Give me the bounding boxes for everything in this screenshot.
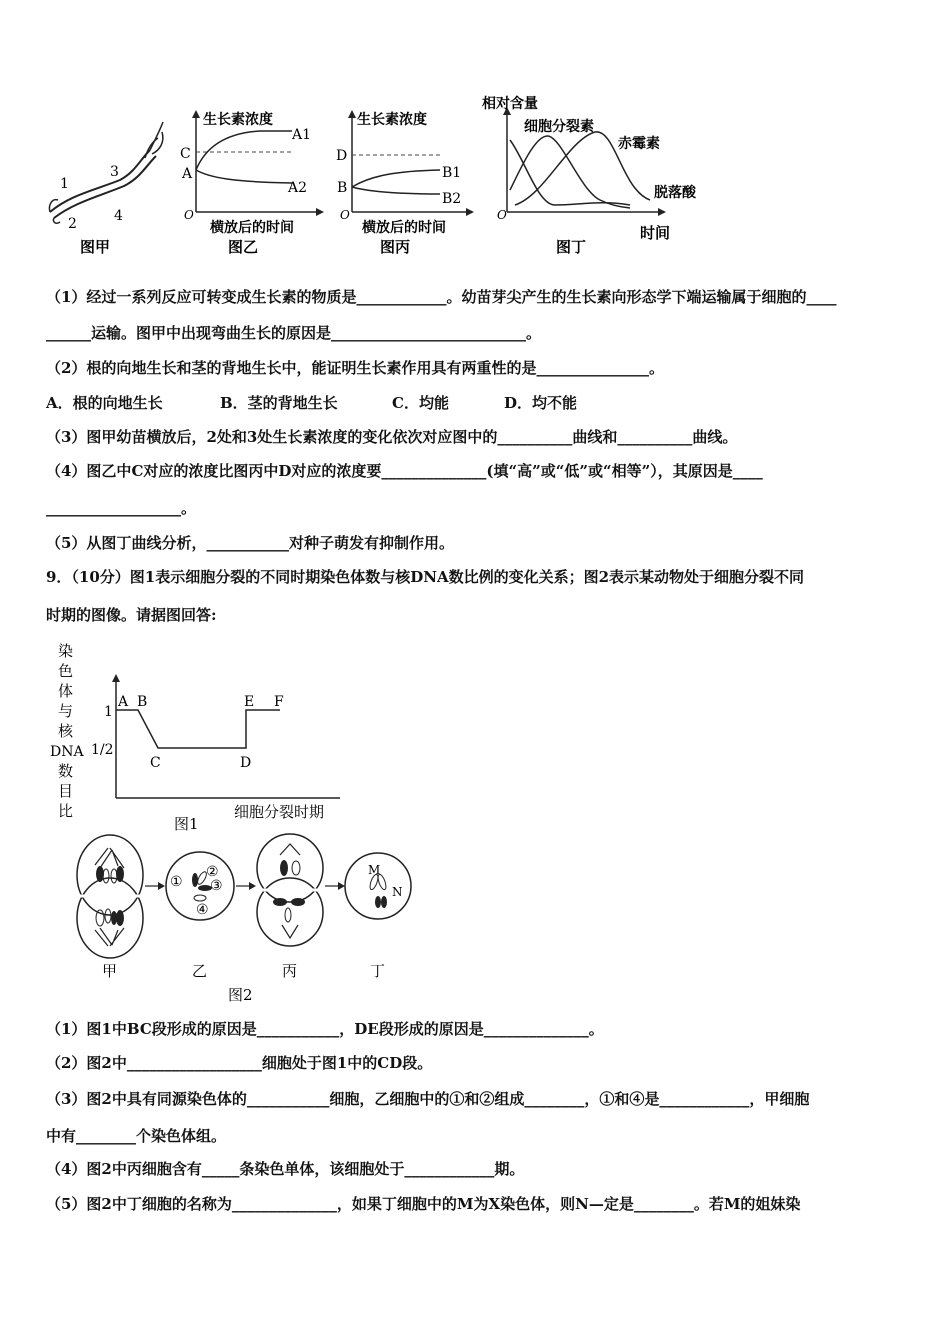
- bing-mark-d: D: [336, 148, 348, 164]
- figure-yi-chart: [180, 110, 324, 256]
- cell-jia: [77, 835, 143, 980]
- fig1-point-f: F: [274, 694, 284, 710]
- q9-figures: [0, 640, 950, 1004]
- fig1-ytick-1: 1: [104, 704, 113, 720]
- fig1-point-d: D: [240, 755, 252, 771]
- fig1-ylabel-char-4: 与: [58, 702, 74, 720]
- bing-origin: O: [340, 208, 350, 222]
- q9-part3-line2: 中有________个染色体组。: [46, 1127, 227, 1145]
- q8-option-b: B．茎的背地生长: [220, 394, 338, 412]
- yi-mark-1: ①: [170, 874, 183, 890]
- bing-caption: 图丙: [380, 238, 411, 256]
- bing-xlabel: 横放后的时间: [362, 220, 446, 236]
- bing-curve-b1: [352, 170, 440, 187]
- yi-curve-a2: [196, 170, 292, 183]
- jia-label-4: 4: [114, 208, 123, 224]
- yi-xlabel: 横放后的时间: [210, 220, 294, 236]
- ding-xlabel: 时间: [640, 224, 671, 242]
- ding-curve-abscisic: [510, 140, 630, 205]
- q8-part1-line1: （1）经过一系列反应可转变成生长素的物质是____________。幼苗芽尖产生的生长素向形态学下端运输属于细胞的____: [46, 288, 837, 306]
- cell-bing: [257, 834, 323, 980]
- yi-mark-2: ②: [206, 864, 219, 880]
- fig1-caption: 图1: [174, 815, 199, 833]
- yi-ylabel: 生长素浓度: [203, 112, 273, 128]
- q8-part1-line2: ______运输。图甲中出现弯曲生长的原因是__________________________。: [46, 324, 542, 342]
- fig1-ylabel-char-9: 比: [58, 802, 74, 820]
- cell-yi-label: 乙: [192, 962, 208, 980]
- ding-curve-label-abscisic: 脱落酸: [654, 185, 696, 201]
- cell-bing-label: 丙: [282, 962, 298, 980]
- q9-intro-line1: 9．（10分）图1表示细胞分裂的不同时期染色体数与核DNA数比例的变化关系；图2表示某动物处于细胞分裂不同: [46, 568, 805, 586]
- fig1-point-a: A: [118, 694, 129, 710]
- q9-figure2: [77, 834, 411, 1004]
- yi-origin: O: [184, 208, 194, 222]
- fig1-line: [116, 710, 280, 748]
- ding-ylabel: 相对含量: [482, 96, 538, 112]
- q8-part4-line1: （4）图乙中C对应的浓度比图丙中D对应的浓度要______________(填“高”或“低”或“相等”），其原因是____: [46, 462, 763, 480]
- fig1-ylabel-char-2: 色: [58, 662, 74, 680]
- bing-curve-b2: [352, 187, 440, 194]
- fig1-ytick-half: 1/2: [91, 742, 114, 758]
- yi-mark-4: ④: [196, 902, 209, 918]
- fig1-xlabel: 细胞分裂时期: [234, 803, 325, 821]
- fig1-ylabel-char-1: 染: [58, 642, 74, 660]
- q8-part2: （2）根的向地生长和茎的背地生长中，能证明生长素作用具有两重性的是_______________。: [46, 359, 664, 377]
- cell-ding-label: 丁: [370, 962, 386, 980]
- yi-curve-label-a2: A2: [288, 180, 308, 196]
- q9-part4: （4）图2中丙细胞含有_____条染色单体，该细胞处于____________期。: [46, 1160, 525, 1178]
- cell-jia-label: 甲: [102, 962, 118, 980]
- q8-option-c: C．均能: [392, 394, 449, 412]
- fig1-point-b: B: [137, 694, 148, 710]
- fig1-point-c: C: [150, 755, 161, 771]
- yi-mark-c: C: [180, 146, 191, 162]
- jia-caption: 图甲: [80, 238, 111, 256]
- fig1-ylabel-char-6: DNA: [50, 744, 84, 760]
- jia-label-1: 1: [60, 176, 69, 192]
- q9-part3-line1: （3）图2中具有同源染色体的___________细胞，乙细胞中的①和②组成________，①和④是____________，甲细胞: [46, 1090, 810, 1108]
- yi-caption: 图乙: [228, 238, 259, 256]
- cell-ding: [345, 853, 411, 980]
- q9-part5: （5）图2中丁细胞的名称为______________，如果丁细胞中的M为X染色体，则N—定是________。若M的姐妹染: [46, 1195, 801, 1213]
- q9-figure1-chart: [50, 642, 340, 833]
- top-figures: [0, 0, 950, 270]
- q9-part2: （2）图2中__________________细胞处于图1中的CD段。: [46, 1054, 433, 1072]
- q8-option-a: A．根的向地生长: [46, 394, 163, 412]
- yi-curve-a1: [196, 131, 292, 170]
- bing-ylabel: 生长素浓度: [357, 112, 427, 128]
- ding-mark-n: N: [392, 885, 403, 899]
- cell-yi: [166, 852, 234, 980]
- fig1-ylabel-char-3: 体: [58, 682, 74, 700]
- jia-label-3: 3: [110, 164, 119, 180]
- bing-curve-label-b1: B1: [442, 165, 462, 181]
- fig1-point-e: E: [244, 694, 255, 710]
- figure-jia-seedling: [49, 122, 163, 256]
- ding-caption: 图丁: [556, 238, 587, 256]
- ding-curve-label-cytokinin: 细胞分裂素: [524, 119, 594, 135]
- fig1-ylabel-char-8: 目: [58, 782, 74, 800]
- yi-mark-3: ③: [210, 878, 223, 894]
- yi-mark-a: A: [182, 166, 193, 182]
- q8-part5: （5）从图丁曲线分析，___________对种子萌发有抑制作用。: [46, 534, 454, 552]
- bing-curve-label-b2: B2: [442, 191, 462, 207]
- fig1-ylabel-char-7: 数: [58, 762, 74, 780]
- q8-option-d: D．均不能: [504, 394, 578, 412]
- figure-ding-chart: [482, 95, 697, 256]
- fig2-caption: 图2: [228, 986, 253, 1004]
- fig1-ylabel-char-5: 核: [58, 722, 74, 740]
- ding-origin: O: [497, 208, 507, 222]
- jia-label-2: 2: [68, 216, 77, 232]
- q9-intro-line2: 时期的图像。请据图回答:: [46, 606, 217, 624]
- ding-curve-label-gibberellin: 赤霉素: [618, 136, 660, 152]
- figure-bing-chart: [336, 110, 474, 256]
- yi-curve-label-a1: A1: [292, 127, 312, 143]
- bing-mark-b: B: [337, 180, 348, 196]
- ding-mark-m: M: [368, 863, 381, 877]
- q9-part1: （1）图1中BC段形成的原因是___________，DE段形成的原因是______________。: [46, 1020, 604, 1038]
- q8-part3: （3）图甲幼苗横放后，2处和3处生长素浓度的变化依次对应图中的__________曲线和__________曲线。: [46, 428, 738, 446]
- q8-part4-line2: __________________。: [46, 499, 197, 517]
